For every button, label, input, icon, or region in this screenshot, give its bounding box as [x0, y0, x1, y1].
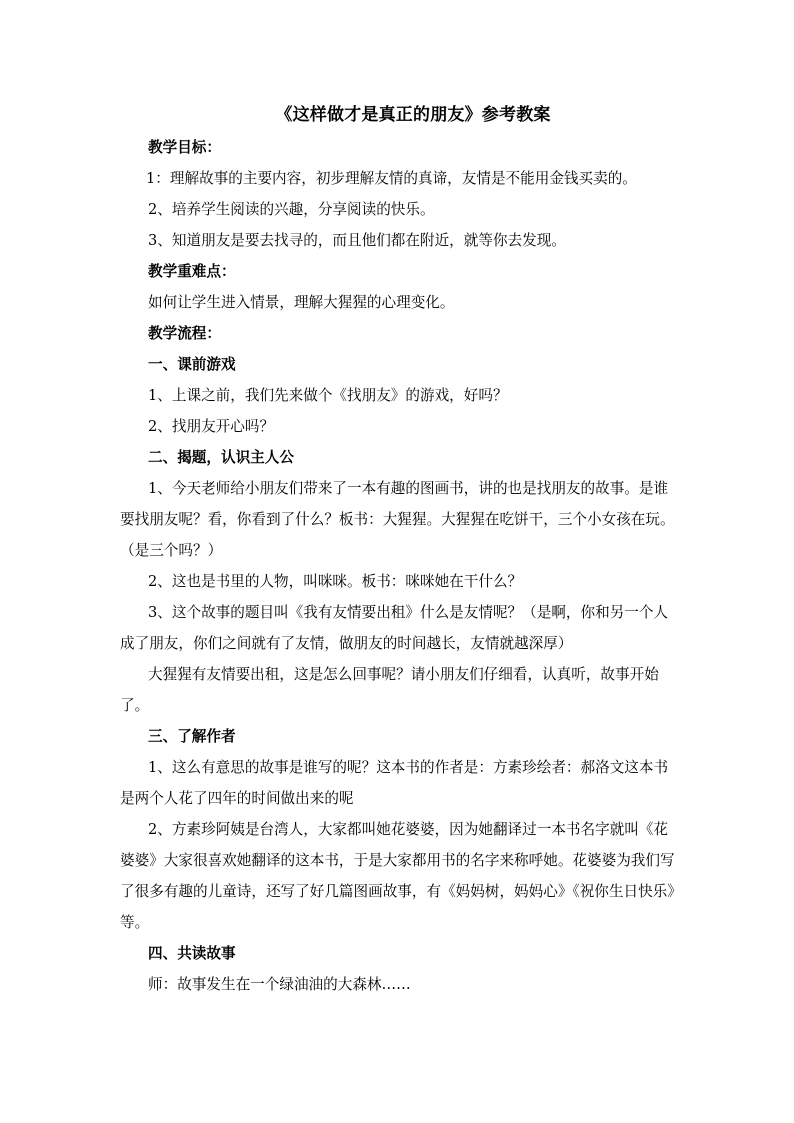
section-4-heading: 四、共读故事: [148, 945, 236, 962]
heading-teaching-goals: 教学目标：: [148, 139, 221, 156]
section-2-item-4: 大猩猩有友情要出租，这是怎么回事呢？请小朋友们仔细看，认真听，故事开始了。: [120, 666, 659, 714]
section-2-item-3: 3、这个故事的题目叫《我有友情要出租》什么是友情呢？（是啊，你和另一个人成了朋友，你们之间就有了友情，做朋友的时间越长，友情就越深厚）: [120, 604, 669, 652]
section-4-item-1: 师：故事发生在一个绿油油的大森林……: [148, 976, 411, 993]
goal-item-3: 3、知道朋友是要去找寻的，而且他们都在附近，就等你去发现。: [148, 232, 566, 249]
section-3-item-2: 2、方素珍阿姨是台湾人，大家都叫她花婆婆，因为她翻译过一本书名字就叫《花婆婆》大家很喜欢她翻译的这本书，于是大家都用书的名字来称呼她。花婆婆为我们写了很多有趣的儿童诗，还写了好几篇图画故事，有《妈妈树，妈妈心》《祝你生日快乐》等。: [120, 821, 675, 931]
document-title: 《这样做才是真正的朋友》参考教案: [275, 105, 551, 125]
goal-item-2: 2、培养学生阅读的兴趣，分享阅读的快乐。: [148, 201, 435, 218]
document-body: [120, 102, 678, 1000]
goal-item-1: 1：理解故事的主要内容，初步理解友情的真谛，友情是不能用金钱买卖的。: [146, 170, 637, 187]
section-2-item-1: 1、今天老师给小朋友们带来了一本有趣的图画书，讲的也是找朋友的故事。是谁要找朋友呢？看，你看到了什么？板书：大猩猩。大猩猩在吃饼干，三个小女孩在玩。（是三个吗？）: [120, 480, 675, 559]
section-3-heading: 三、了解作者: [148, 728, 236, 745]
section-1-item-2: 2、找朋友开心吗？: [148, 418, 275, 435]
key-points-text: 如何让学生进入情景，理解大猩猩的心理变化。: [148, 294, 455, 311]
heading-teaching-process: 教学流程：: [148, 325, 221, 342]
section-3-item-1: 1、这么有意思的故事是谁写的呢？这本书的作者是：方素珍绘者：郝洛文这本书是两个人花了四年的时间做出来的呢: [120, 759, 669, 807]
section-2-heading: 二、揭题，认识主人公: [148, 449, 294, 466]
section-2-item-2: 2、这也是书里的人物，叫咪咪。板书：咪咪她在干什么？: [148, 573, 523, 590]
section-1-item-1: 1、上课之前，我们先来做个《找朋友》的游戏，好吗？: [148, 387, 508, 404]
section-1-heading: 一、课前游戏: [148, 356, 236, 373]
heading-key-points: 教学重难点：: [148, 263, 236, 280]
